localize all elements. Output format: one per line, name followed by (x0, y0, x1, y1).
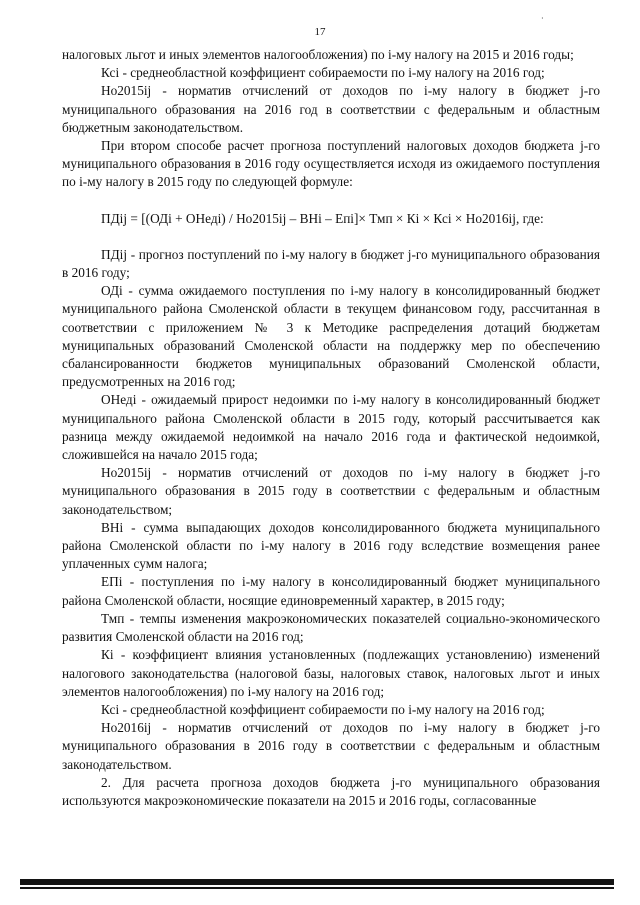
paragraph: Тмп - темпы изменения макроэкономических показателей социально-экономического развития Смоленской области на 2016 год; (62, 610, 600, 645)
paragraph: ВНi - сумма выпадающих доходов консолидированного бюджета муниципального района Смоленской области по i-му налогу в 2016 году вследствие возмещения ранее уплаченных сумм налога; (62, 519, 600, 572)
scan-edge-line (20, 887, 614, 889)
paragraph: 2. Для расчета прогноза доходов бюджета j-го муниципального образования используются макроэкономические показатели на 2015 и 2016 годы, согласованные (62, 774, 600, 808)
paragraph: Но2016ij - норматив отчислений от доходов по i-му налогу в бюджет j-го муниципального образования в 2016 году в соответствии с федеральным и областным законодательством. (62, 720, 600, 772)
paragraph: Кi - коэффициент влияния установленных (подлежащих установлению) изменений налогового законодательства (налоговой базы, налоговых ставок, налоговых льгот и иных элементов налогообложения) по i-му налогу на 2016 год; (62, 647, 600, 699)
paragraph: ЕПi - поступления по i-му налогу в консолидированный бюджет муниципального района Смоленской области, носящие единовременный характер, в 2015 году; (62, 574, 600, 608)
paragraph: Ксi - среднеобластной коэффициент собираемости по i-му налогу на 2016 год; (101, 65, 545, 81)
paragraph: ПДij - прогноз поступлений по i-му налогу в бюджет j-го муниципального образования в 2016 году; (62, 246, 600, 281)
document-body (62, 46, 600, 810)
paragraph: Но2015ij - норматив отчислений от доходов по i-му налогу в бюджет j-го муниципального образования на 2016 год в соответствии с федеральным и областным бюджетным законодательством. (62, 83, 600, 135)
scan-edge-bar (20, 879, 614, 885)
page-number: 17 (314, 26, 326, 38)
paragraph: При втором способе расчет прогноза поступлений налоговых доходов бюджета j-го муниципального образования в 2016 году осуществляется исходя из ожидаемого поступления по i-му налогу в 2015 году по следующей формуле: (62, 138, 600, 190)
corner-mark: · (541, 14, 544, 23)
paragraph: Ксi - среднеобластной коэффициент собираемости по i-му налогу на 2016 год; (101, 701, 545, 717)
paragraph: Но2015ij - норматив отчислений от доходов по i-му налогу в бюджет j-го муниципального образования в 2015 году в соответствии с федеральным и областным законодательством; (62, 465, 600, 517)
formula: ПДij = [(ОДi + ОНедi) / Но2015ij – ВНi – Епi]× Тмп × Кi × Ксi × Но2016ij, где: (101, 210, 544, 226)
paragraph: ОДi - сумма ожидаемого поступления по i-му налогу в консолидированный бюджет муниципального района Смоленской области в текущем финансовом году, рассчитанная в соответствии с приложением № 3 к Методике распределения дотаций бюджетам муниципальных образований Смоленской области на поддержку мер по обеспечению сбалансированности бюджетов муниципальных образований Смоленской области, предусмотренных на 2016 год; (62, 283, 600, 390)
paragraph: ОНедi - ожидаемый прирост недоимки по i-му налогу в консолидированный бюджет муниципального района Смоленской области в 2015 году, который рассчитывается как разница между ожидаемой недоимкой на начало 2016 года и фактической недоимкой, сложившейся на начало 2015 года; (62, 392, 600, 463)
paragraph: налоговых льгот и иных элементов налогообложения) по i-му налогу на 2015 и 2016 годы; (62, 47, 574, 62)
